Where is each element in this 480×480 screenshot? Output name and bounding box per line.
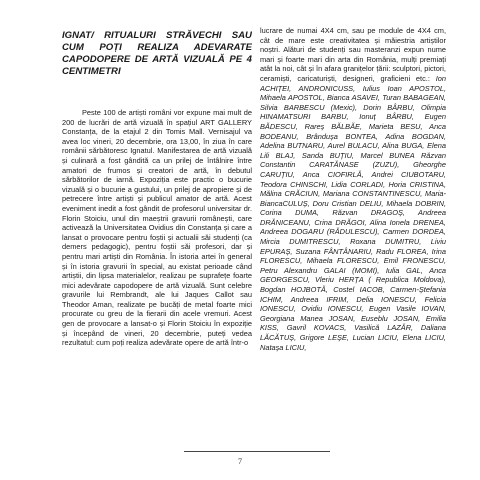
footer-rule (184, 451, 330, 452)
right-column (260, 26, 446, 352)
continued-text: lucrare de numai 4X4 cm, sau pe module de 4X4 cm, cât de mare este creativitatea și măiestria artiștilor noștri. Alături de studenți sau masteranzi expun nume mari și foarte mari din arta din România, mulți premiați atât la noi, cât și în afara granițelor țării: sculptori, pictori, ceramiști, caricaturiști, designeri, graficieni etc.: (260, 26, 446, 83)
page-number: 7 (238, 457, 242, 466)
intro-paragraph: Peste 100 de artiști români vor expune mai mult de 200 de lucrări de artă vizuală în spațiul ART GALLERY Constanța, de la etajul 2 din Tomis Mall. Vernisajul va avea loc vineri, 20 decembrie, ora 13,00, în ziua în care românii sărbătoresc Ignatul. Manifestarea de artă vizuală și culinară a fost gândită ca un prilej de întâlnire între amatori de frumos și creatori de artă, în debutul sărbătorilor de iarnă. Expoziția este practic o bucurie vizuală și o bucurie a gustului, un prilej de apropiere și de petrecere între artiști și publicul amator de artă. Acest eveniment inedit a fost gândit de profesorul universitar dr. Florin Stoiciu, unul din maeștrii gravurii românești, care activează la Universitatea Ovidius din Constanța și care a lansat o provocare pentru foștii și actualii săi studenți (ca demers pedagogic), pentru foștii săi profesori, dar și pentru mari artiști din România. În istoria artei în general și în istoria gravurii în special, au existat perioade când artiștii, din lipsa materialelor, realizau pe suprafețe foarte mici adevărate capodopere de artă vizuală. Sunt celebre gravurile lui Rembrandt, ale lui Jaques Callot sau Theodor Aman, realizate pe bucăți de metal foarte mici procurate cu greu de la fierarii din acele vremuri. Acest gen de provocare a lansat-o și Florin Stoiciu în expoziție și începând de vineri, 20 decembrie, puteți vedea rezultatul: cum poți realiza adevărate opere de artă într-o (62, 108, 252, 348)
continued-paragraph (260, 26, 446, 352)
artist-names-list: Ion ACHIȚEI, ANDRONICUSS, Iulius Ioan APOSTOL, Mihaela APOSTOL, Bianca ASAVEI, Turan BABAGEAN, Silvia BARBESCU (Mexic), Dorin BÂRBU, Olimpia HINAMATSURI BARBU, Ionuț BÂRBU, Eugen BĂDESCU, Rareș BĂLBĂE, Marieta BESU, Anca BODEANU, Brândușa BONTEA, Adina BOGDAN, Adelina BUTNARU, Aurel BULACU, Alina BUGA, Elena Lili BLAJ, Sanda BUȚIU, Marcel BUNEA Răzvan Constantin CARATĂNASE (ZUZU), Gheorghe CARUȚIU, Anca CIOFIRLĂ, Andrei CIUBOTARU, Teodora CHINSCHI, Lidia CORLADI, Horia CRISTINA, Mălina CRĂCIUN, Mariana CONSTANTINESCU, Maria-BiancaCULUȘ, Doru Cristian DELIU, Mihaela DOBRIN, Corina DUMA, Răzvan DRAGOȘ, Andreea DRĂNICEANU, Crina DRĂGOI, Alina Ionela DRENEA, Andreea DOGARU (RĂDULESCU), Carmen DORDEA, Mircia DUMITRESCU, Roxana DUMITRU, Liviu EPURAȘ, Suzana FÂNTÂNARIU, Radu FLOREA, Irina FLORESCU, Mihaela FLORESCU, Emil FRONESCU, Petru Alexandru GALAI (MOMI), Iulia GAL, Anca GEORGESCU, Vleriu HERȚA ( Republica Moldova), Bogdan HOJBOTĂ, Costel IACOB, Carmen-Ștefania ICHIM, Andreea IFRIM, Delia IONESCU, Felicia IONESCU, Ovidiu IONESCU, Eugen Vasile IOVAN, Georgiana Manea JOSAN, Euseblu JOSAN, Emilia KISS, Gavril KOVACS, Vasilică LAZĂR, Daliana LĂCĂTUȘ, Grigore LEȘE, Lucian LICIU, Elena LICIU, Natașa LICIU, (260, 73, 446, 352)
left-column (62, 26, 252, 348)
article-title: IGNAT/ RITUALURI STRĂVECHI SAU CUM POȚI REALIZA ADEVARATE CAPODOPERE DE ARTĂ VIZUALĂ PE 4 CENTIMETRI (62, 30, 252, 77)
title-spacer (62, 78, 252, 108)
